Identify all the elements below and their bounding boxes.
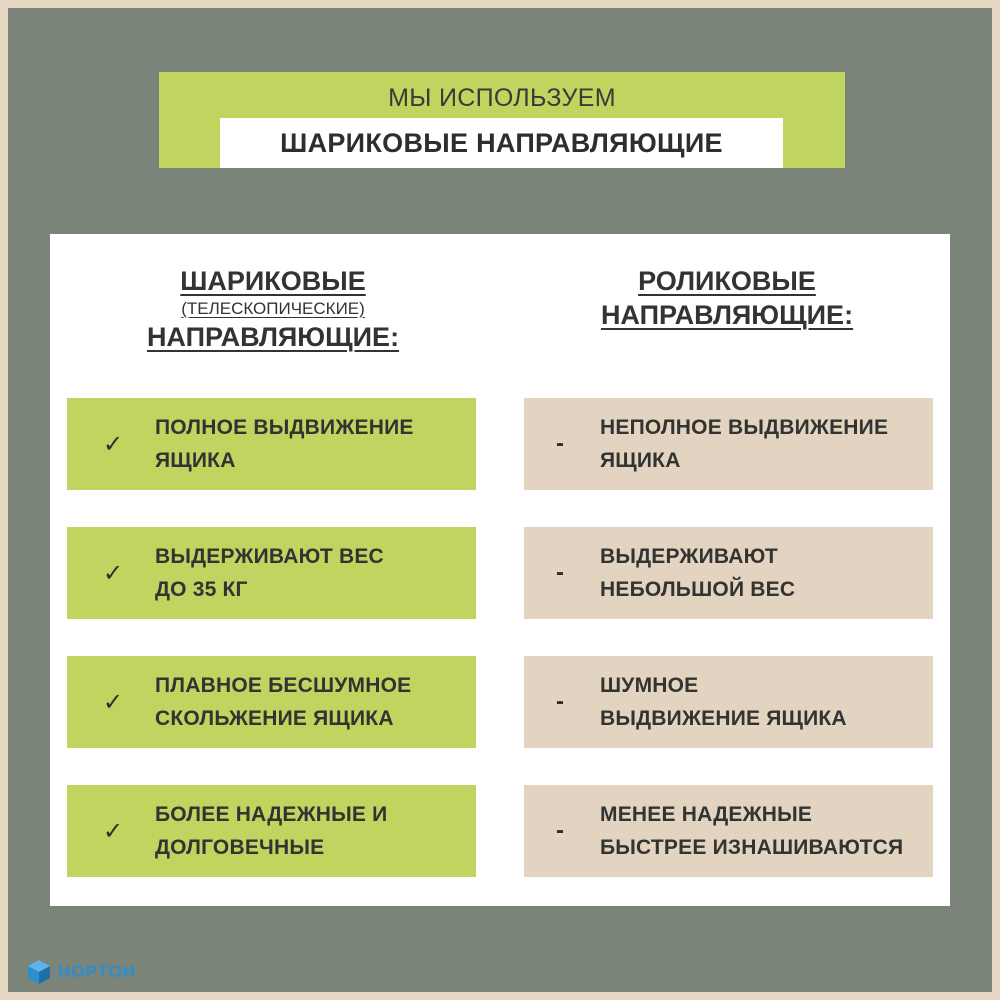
con-item: [524, 398, 933, 490]
con-item-line1: ШУМНОЕ: [600, 674, 699, 697]
pro-item-line2: ЯЩИКА: [155, 449, 236, 472]
pro-item-line1: БОЛЕЕ НАДЕЖНЫЕ И: [155, 803, 388, 826]
comparison-card: [50, 234, 950, 906]
roller-heading: [522, 264, 932, 332]
checkmark-icon: ✓: [103, 817, 124, 845]
brand-logo: [26, 958, 136, 986]
title-top-text: МЫ ИСПОЛЬЗУЕМ: [388, 84, 616, 112]
pro-item-line2: СКОЛЬЖЕНИЕ ЯЩИКА: [155, 707, 394, 730]
title-main-text: ШАРИКОВЫЕ НАПРАВЛЯЮЩИЕ: [220, 118, 783, 168]
pro-item: [67, 527, 476, 619]
roller-heading-line2: НАПРАВЛЯЮЩИЕ:: [600, 300, 854, 330]
con-item-line1: МЕНЕЕ НАДЕЖНЫЕ: [600, 803, 813, 826]
checkmark-icon: ✓: [103, 559, 124, 587]
pro-item-line2: ДО 35 КГ: [155, 578, 248, 601]
dash-icon: -: [556, 559, 564, 586]
pro-item: [67, 785, 476, 877]
ball-bearing-heading: [68, 264, 478, 354]
pro-item-line1: ВЫДЕРЖИВАЮТ ВЕС: [155, 545, 384, 568]
checkmark-icon: ✓: [103, 430, 124, 458]
pro-item: [67, 398, 476, 490]
con-item: [524, 785, 933, 877]
con-item-line2: ЯЩИКА: [600, 449, 681, 472]
dash-icon: -: [556, 817, 564, 844]
pro-item-line1: ПОЛНОЕ ВЫДВИЖЕНИЕ: [155, 416, 414, 439]
title-banner: [159, 72, 845, 168]
ball-heading-line1: ШАРИКОВЫЕ: [180, 266, 366, 296]
cube-icon: [26, 958, 52, 986]
pro-item-line1: ПЛАВНОЕ БЕСШУМНОЕ: [155, 674, 412, 697]
pro-item: [67, 656, 476, 748]
con-item-line2: ВЫДВИЖЕНИЕ ЯЩИКА: [600, 707, 847, 730]
roller-heading-line1: РОЛИКОВЫЕ: [638, 266, 816, 296]
con-item: [524, 527, 933, 619]
con-item-line1: НЕПОЛНОЕ ВЫДВИЖЕНИЕ: [600, 416, 889, 439]
con-item-line1: ВЫДЕРЖИВАЮТ: [600, 545, 778, 568]
ball-heading-sub: (ТЕЛЕСКОПИЧЕСКИЕ): [181, 299, 365, 318]
con-item-line2: НЕБОЛЬШОЙ ВЕС: [600, 578, 796, 601]
checkmark-icon: ✓: [103, 688, 124, 716]
dash-icon: -: [556, 430, 564, 457]
con-item: [524, 656, 933, 748]
dash-icon: -: [556, 688, 564, 715]
brand-name: НОРТОН: [58, 962, 137, 981]
con-item-line2: БЫСТРЕЕ ИЗНАШИВАЮТСЯ: [600, 836, 904, 859]
pro-item-line2: ДОЛГОВЕЧНЫЕ: [155, 836, 325, 859]
ball-heading-line2: НАПРАВЛЯЮЩИЕ:: [146, 322, 400, 352]
